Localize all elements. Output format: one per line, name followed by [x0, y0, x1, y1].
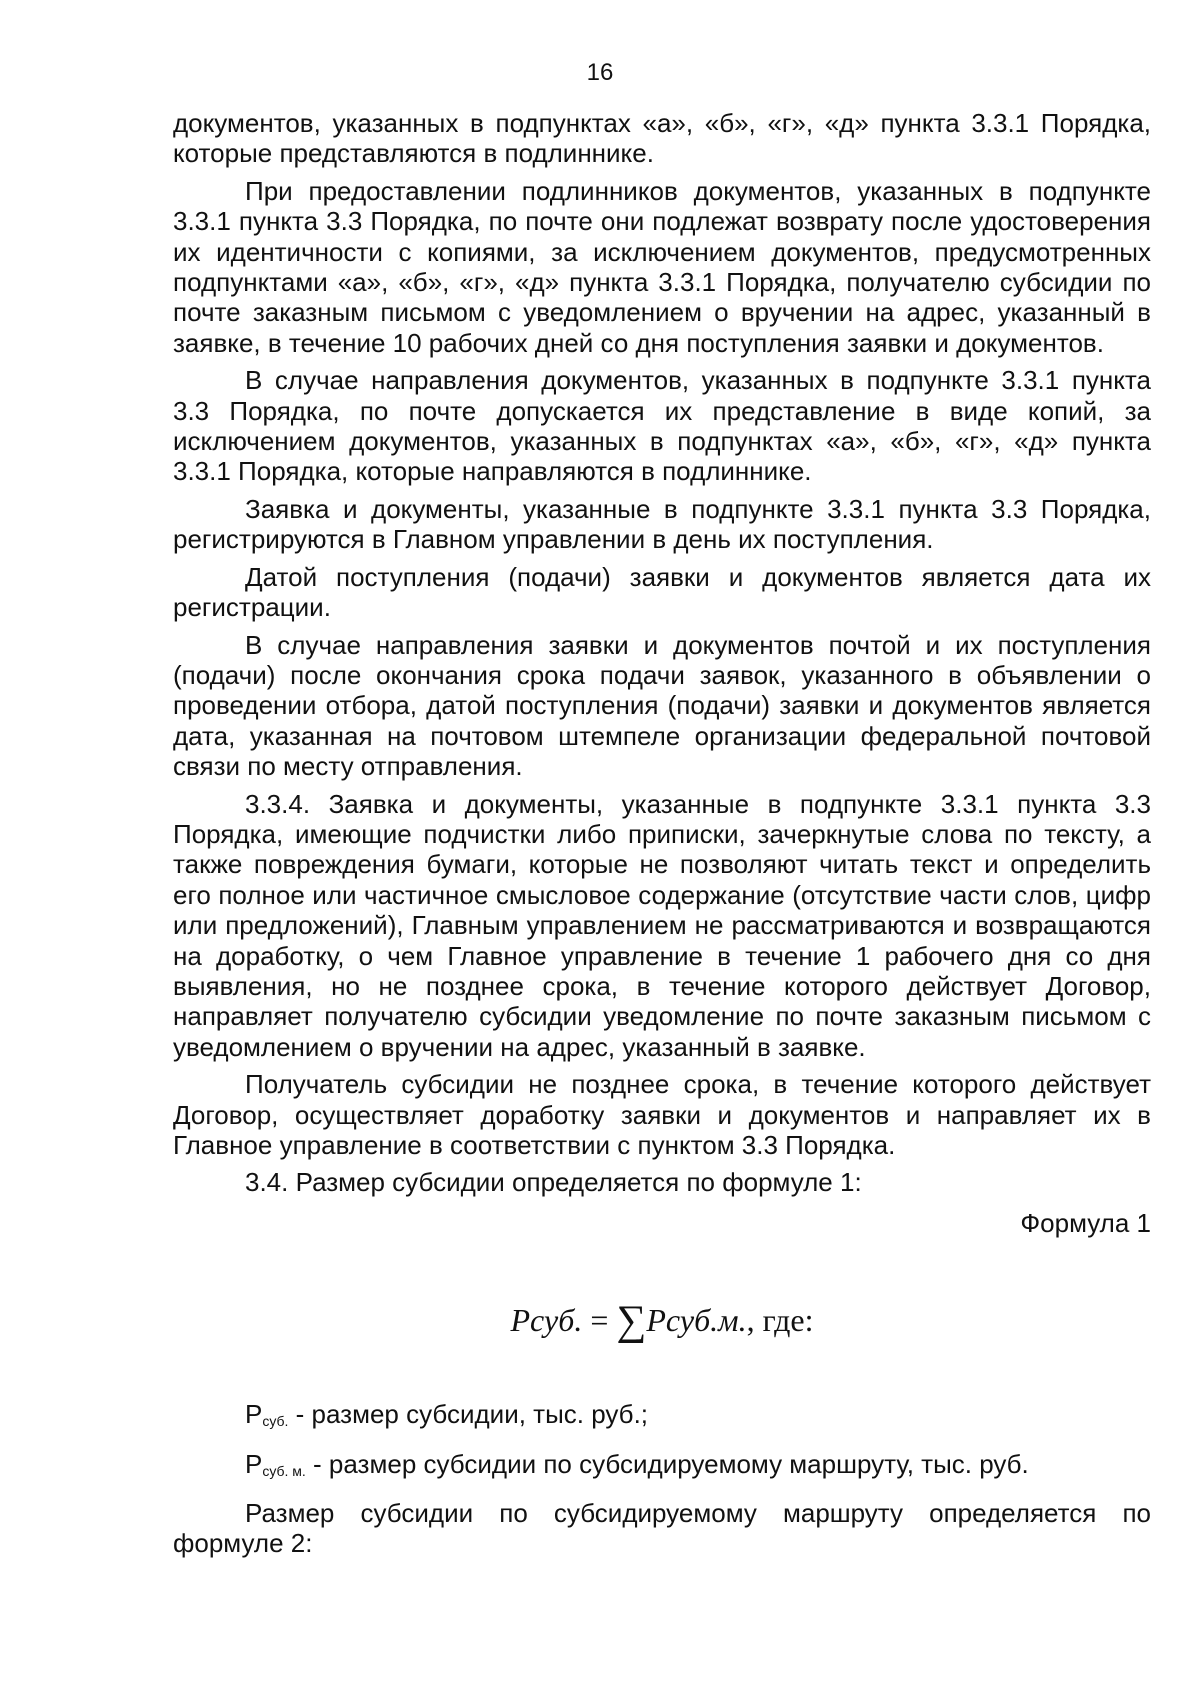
- formula-rhs: Pсуб.м.: [646, 1302, 747, 1339]
- definition-subscript: суб.: [262, 1413, 289, 1430]
- formula-label: Формула 1: [1020, 1207, 1151, 1238]
- definition-p-sub-m: [173, 1449, 1151, 1486]
- formula-lhs: Pсуб.: [510, 1302, 583, 1339]
- definition-p-sub: [173, 1399, 1151, 1436]
- sum-symbol: ∑: [616, 1298, 647, 1345]
- paragraph-5: Датой поступления (подачи) заявки и документов является дата их регистрации.: [173, 561, 1151, 623]
- definition-text: - размер субсидии по субсидируемому маршруту, тыс. руб.: [305, 1448, 1029, 1479]
- definition-subscript: суб. м.: [262, 1462, 306, 1479]
- formula-equals: =: [590, 1302, 609, 1339]
- paragraph-7: 3.3.4. Заявка и документы, указанные в подпункте 3.3.1 пункта 3.3 Порядка, имеющие подчистки либо приписки, зачеркнутые слова по тексту, а также повреждения бумаги, которые не позволяют читать текст и определить его полное или частичное смысловое содержание (отсутствие части слов, цифр или предложений), Главным управлением не рассматриваются и возвращаются на доработку, о чем Главное управление в течение 1 рабочего дня со дня выявления, но не позднее срока, в течение которого действует Договор, направляет получателю субсидии уведомление по почте заказным письмом с уведомлением о вручении на адрес, указанный в заявке.: [173, 788, 1151, 1062]
- paragraph-9: 3.4. Размер субсидии определяется по формуле 1:: [245, 1167, 862, 1198]
- paragraph-4: Заявка и документы, указанные в подпункте 3.3.1 пункта 3.3 Порядка, регистрируются в Главном управлении в день их поступления.: [173, 493, 1151, 555]
- paragraph-8: Получатель субсидии не позднее срока, в течение которого действует Договор, осуществляет доработку заявки и документов и направляет их в Главное управление в соответствии с пунктом 3.3 Порядка.: [173, 1069, 1151, 1160]
- paragraph-6: В случае направления заявки и документов почтой и их поступления (подачи) после окончания срока подачи заявок, указанного в объявлении о проведении отбора, датой поступления (подачи) заявки и документов является дата, указанная на почтовом штемпеле организации федеральной почтовой связи по месту отправления.: [173, 629, 1151, 782]
- definition-text: - размер субсидии, тыс. руб.;: [288, 1399, 649, 1430]
- document-body: [173, 108, 1151, 1566]
- paragraph-2: При предоставлении подлинников документов, указанных в подпункте 3.3.1 пункта 3.3 Порядка, по почте они подлежат возврату после удостоверения их идентичности с копиями, за исключением документов, предусмотренных подпунктами «а», «б», «г», «д» пункта 3.3.1 Порядка, получателю субсидии по почте заказным письмом с уведомлением о вручении на адрес, указанный в заявке, в течение 10 рабочих дней со дня поступления заявки и документов.: [173, 175, 1151, 358]
- page-number: 16: [586, 59, 614, 86]
- formula-1: [173, 1298, 1151, 1345]
- definition-symbol: Р: [245, 1448, 263, 1479]
- closing-paragraph: Размер субсидии по субсидируемому маршруту определяется по формуле 2:: [173, 1498, 1151, 1559]
- paragraph-3: В случае направления документов, указанных в подпункте 3.3.1 пункта 3.3 Порядка, по почте допускается их представление в виде копий, за исключением документов, указанных в подпунктах «а», «б», «г», «д» пункта 3.3.1 Порядка, которые направляются в подлиннике.: [173, 365, 1151, 487]
- paragraph-1: документов, указанных в подпунктах «а», «б», «г», «д» пункта 3.3.1 Порядка, которые представляются в подлиннике.: [173, 108, 1151, 169]
- definition-symbol: Р: [245, 1399, 263, 1430]
- formula-suffix: , где:: [746, 1302, 814, 1339]
